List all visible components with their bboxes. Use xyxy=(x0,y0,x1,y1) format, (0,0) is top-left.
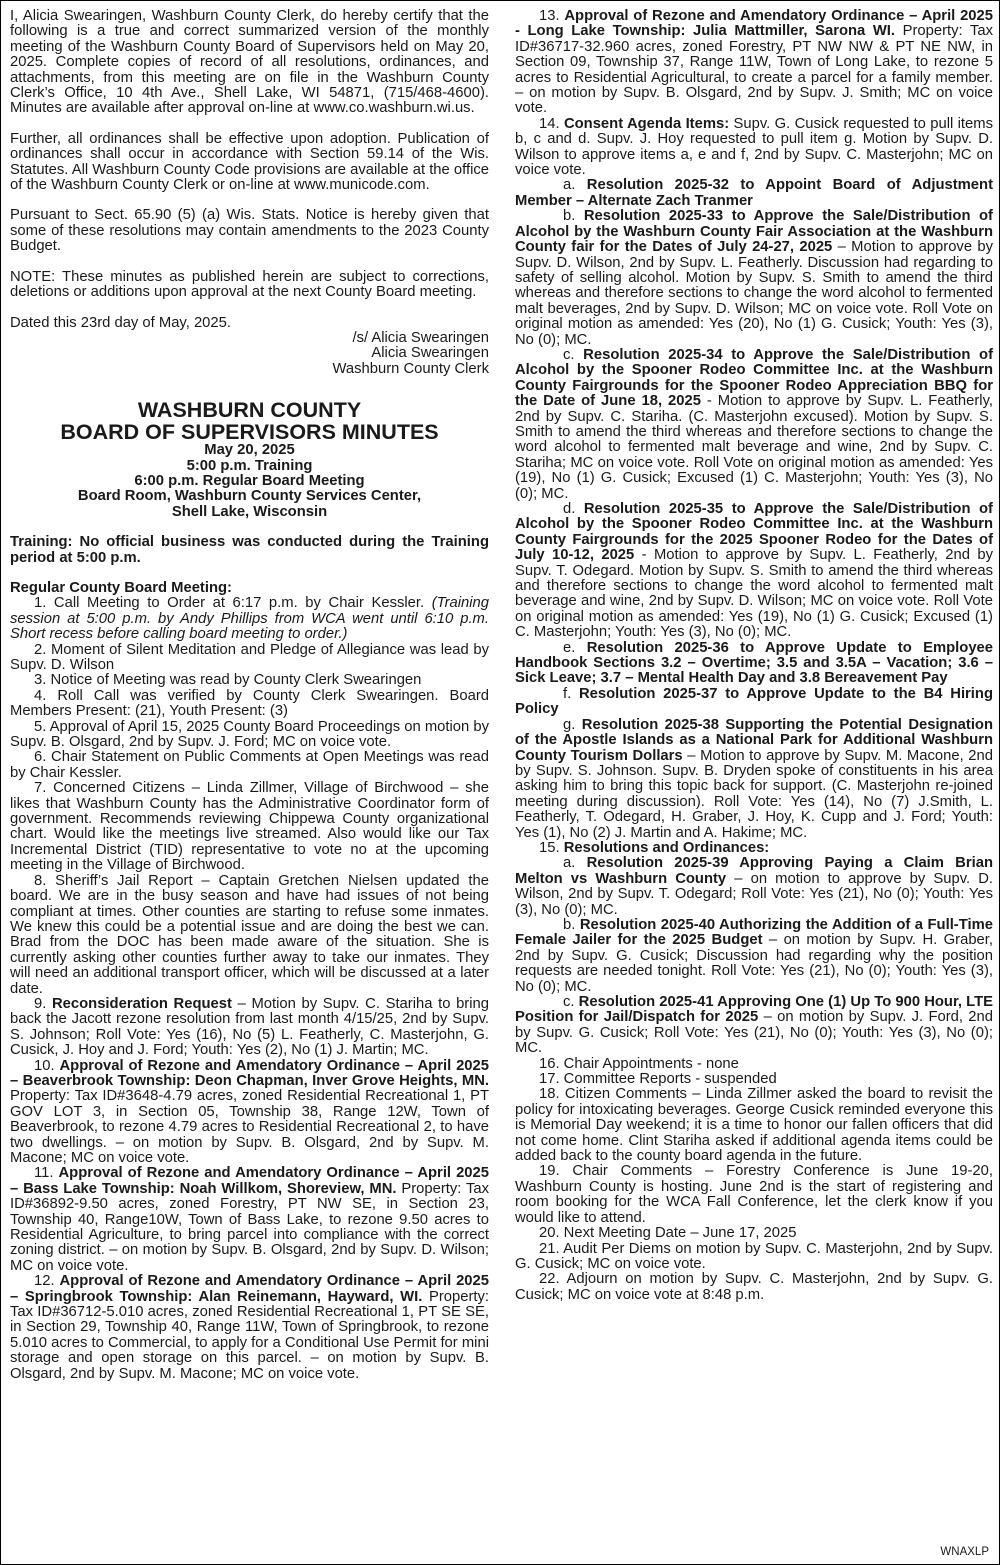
signer-title: Washburn County Clerk xyxy=(332,360,489,377)
item-19: 19. Chair Comments – Forestry Conference is June 19-20, Washburn County is hosting. June 2nd is the start of registering and room booking for the WCA Fall Conference, let the clerk know if you would like to attend. xyxy=(515,1163,993,1226)
item-21: 21. Audit Per Diems on motion by Supv. C. Masterjohn, 2nd by Supv. G. Cusick; MC on voice vote. xyxy=(515,1240,993,1272)
item-14d: d. Resolution 2025-35 to Approve the Sale/Distribution of Alcohol by the Spooner Rodeo Committee Inc. at the Washburn County Fairgrounds for the 2025 Spooner Rodeo for the Dates of July 10-12, 2025 - Motion to approve by Supv. L. Featherly, 2nd by Supv. T. Odegard. Motion by Supv. S. Smith to amend the third whereas and therefore sections to change the word alcohol to fermented malt beverage and wine, 2nd by Supv. D. Wilson; MC on voice vote. Roll Vote on original motion as amended: Yes (19), No (1) G. Cusick; Excused (1) C. Masterjohn; Youth: Yes (3), No (0); MC. xyxy=(515,501,993,641)
item-14c: c. Resolution 2025-34 to Approve the Sale/Distribution of Alcohol by the Spooner Rodeo Committee Inc. at the Washburn County Fairgrounds for the Spooner Rodeo Appreciation BBQ for the Date of June 18, 2025 - Motion to approve by Supv. L. Featherly, 2nd by Supv. C. Stariha. (C. Masterjohn excused). Motion by Supv. S. Smith to amend the third whereas and therefore sections to change the word alcohol to fermented malt beverage and wine, 2nd by Supv. C. Stariha; MC on voice vote. Roll Vote on original motion as amended: Yes (19), No (1) G. Cusick; Excused (1) C. Masterjohn; Youth: Yes (3), No (0); MC. xyxy=(515,346,994,502)
item-15c: c. Resolution 2025-41 Approving One (1) Up To 900 Hour, LTE Position for Jail/Dispatch for 2025 – on motion by Supv. J. Ford, 2nd by Supv. G. Cusick; Roll Vote: Yes (21), No (0); Youth: Yes (3), No (0); MC. xyxy=(515,994,993,1057)
item-22: 22. Adjourn on motion by Supv. C. Masterjohn, 2nd by Supv. G. Cusick; MC on voice vote at 8:48 p.m. xyxy=(515,1271,993,1303)
item-10: 10. Approval of Rezone and Amendatory Ordinance – April 2025 – Beaverbrook Township: Deon Chapman, Inver Grove Heights, MN. Property: Tax ID#3648-4.79 acres, zoned Residential Recreational 1, PT GOV LOT 3, in Section 05, Township 38, Range 12W, Town of Beaverbrook, to rezone 4.79 acres to Residential Recreational 2, to have two dwellings. – on motion by Supv. B. Olsgard, 2nd by Supv. M. Macone; MC on voice vote. xyxy=(10,1057,489,1166)
item-8: 8. Sheriff’s Jail Report – Captain Gretchen Nielsen updated the board. We are in the busy season and have had issues of not being compliant at times. Other counties are starting to refuse some inmates. We knew this could be a potential issue and are doing the best we can. Brad from the DOC has been made aware of the situation. She is currently asking other counties further away to take our inmates. They will need an additional transport officer, which will be discussed at a later date. xyxy=(10,872,489,997)
signature-line: /s/ Alicia Swearingen xyxy=(352,329,489,346)
item-20: 20. Next Meeting Date – June 17, 2025 xyxy=(539,1225,797,1242)
right-column xyxy=(515,9,993,1303)
item-13: 13. Approval of Rezone and Amendatory Ordinance – April 2025 - Long Lake Township: Julia Mattmiller, Sarona WI. Property: Tax ID#36717-32.960 acres, zoned Forestry, PT NW NW & PT NE NW, in Section 09, Township 37, Range 11W, Town of Long Lake, to rezone 5 acres to Residential Agricultural, to create a parcel for a family member. – on motion by Supv. B. Olsgard, 2nd by Supv. J. Smith; MC on voice vote. xyxy=(515,8,993,117)
item-3: 3. Notice of Meeting was read by County Clerk Swearingen xyxy=(34,672,422,689)
item-7: 7. Concerned Citizens – Linda Zillmer, Village of Birchwood – she likes that Washburn County has the Administrative Coordinator form of government. Recommends reviewing Chippewa County organizational chart. Would like the meetings live streamed. Also would like our Tax Incremental District (TID) representative to vote no at the upcoming meeting in the Village of Birchwood. xyxy=(10,780,489,874)
meeting-date: May 20, 2025 xyxy=(204,442,295,459)
item-14f: f. Resolution 2025-37 to Approve Update to the B4 Hiring Policy xyxy=(515,685,993,718)
item-14g: g. Resolution 2025-38 Supporting the Potential Designation of the Apostle Islands as a National Park for Additional Washburn County Tourism Dollars – Motion to approve by Supv. M. Macone, 2nd by Supv. S. Johnson. Supv. B. Dryden spoke of constituents in his area asking him to bring this topic back for support. (C. Masterjohn re-joined meeting during discussion). Roll Vote: Yes (14), No (7) J.Smith, L. Featherly, T. Odegard, H. Graber, J. Hoy, K. Cupp and J. Ford; Youth: Yes (1), No (2) J. Martin and A. Hakime; MC. xyxy=(515,716,994,841)
location-line-2: Shell Lake, Wisconsin xyxy=(171,503,328,520)
item-15: 15. Resolutions and Ordinances: xyxy=(539,839,770,856)
item-11: 11. Approval of Rezone and Amendatory Ordinance – April 2025 – Bass Lake Township: Noah Willkom, Shoreview, MN. Property: Tax ID#36892-9.50 acres, zoned Forestry, PT NW SE, in Section 23, Township 40, Range10W, Town of Bass Lake, to rezone 9.50 acres to Residential Agriculture, to bring parcel into compliance with the correct zoning district. – on motion by Supv. B. Olsgard, 2nd by Supv. D. Wilson; MC on voice vote. xyxy=(10,1165,489,1274)
ordinance-effective-paragraph: Further, all ordinances shall be effective upon adoption. Publication of ordinances shall occur in accordance with Section 59.14 of the Wis. Statutes. All Washburn County Code provisions are available at the office of the Washburn County Clerk or on-line at www.municode.com. xyxy=(10,130,489,194)
training-note: Training: No official business was conducted during the Training period at 5:00 p.m. xyxy=(10,534,489,566)
item-15b: b. Resolution 2025-40 Authorizing the Addition of a Full-Time Female Jailer for the 2025 Budget – on motion by Supv. H. Graber, 2nd by Supv. G. Cusick; Discussion had regarding why the position requests are needed tonight. Roll Vote: Yes (21), No (0); Youth: Yes (3), No (0); MC. xyxy=(515,916,994,995)
item-14b: b. Resolution 2025-33 to Approve the Sale/Distribution of Alcohol by the Washburn County Fair Association at the Washburn County fair for the Dates of July 24-27, 2025 – Motion to approve by Supv. D. Wilson, 2nd by Supv. L. Featherly. Discussion had regarding to safety of selling alcohol. Motion by Supv. S. Smith to amend the third whereas and therefore sections to change the word alcohol to fermented malt beverages, 2nd by Supv. D. Wilson; MC on voice vote. Roll Vote on original motion as amended: Yes (20), No (1) G. Cusick; Youth: Yes (3), No (0); MC. xyxy=(515,208,994,348)
item-15a: a. Resolution 2025-39 Approving Paying a Claim Brian Melton vs Washburn County – on motion to approve by Supv. D. Wilson, 2nd by Supv. T. Odegard; Roll Vote: Yes (21), No (0); Youth: Yes (3), No (0); MC. xyxy=(515,855,994,918)
certification-paragraph: I, Alicia Swearingen, Washburn County Clerk, do hereby certify that the following is a true and correct summarized version of the monthly meeting of the Washburn County Board of Supervisors held on May 20, 2025. Complete copies of record of all resolutions, ordinances, and attachments, from this meeting are on file in the Washburn County Clerk’s Office, 10 4th Ave., Shell Lake, WI 54871, (715/468-4600). Minutes are available after approval on-line at www.co.washburn.wi.us. xyxy=(10,8,489,117)
item-14: 14. Consent Agenda Items: Supv. G. Cusick requested to pull items b, c and d. Supv. J. Hoy requested to pull item g. Motion by Supv. D. Wilson to approve items a, e and f, 2nd by Supv. C. Masterjohn; MC on voice vote. xyxy=(515,115,994,179)
publication-code: WNAXLP xyxy=(940,1546,989,1558)
item-12: 12. Approval of Rezone and Amendatory Ordinance – April 2025 – Springbrook Township: Alan Reinemann, Hayward, WI. Property: Tax ID#36712-5.010 acres, zoned Residential Recreational 1, PT SE SE, in Section 29, Township 40, Range 11W, Town of Springbrook, to rezone 5.010 acres to Commercial, to apply for a Conditional Use Permit for mini storage and open storage on this parcel. – on motion by Supv. B. Olsgard, 2nd by Supv. M. Macone; MC on voice vote. xyxy=(10,1273,489,1382)
item-2: 2. Moment of Silent Meditation and Pledge of Allegiance was lead by Supv. D. Wilson xyxy=(10,641,489,673)
item-14a: a. Resolution 2025-32 to Appoint Board of Adjustment Member – Alternate Zach Tranmer xyxy=(515,177,994,209)
title-line-1: WASHBURN COUNTY xyxy=(137,398,362,423)
item-9: 9. Reconsideration Request – Motion by Supv. C. Stariha to bring back the Jacott rezone resolution from last month 4/15/25, 2nd by Supv. S. Johnson; Roll Vote: Yes (16), No (5) L. Featherly, C. Masterjohn, G. Cusick, J. Hoy and J. Ford; Youth: Yes (2), No (1) J. Martin; MC. xyxy=(10,995,489,1059)
item-4: 4. Roll Call was verified by County Clerk Swearingen. Board Members Present: (21), Youth Present: (3) xyxy=(10,687,489,720)
item-18: 18. Citizen Comments – Linda Zillmer asked the board to revisit the policy for intoxicating beverages. George Cusick reminded everyone this is Memorial Day weekend; it is a time to honor our fallen officers that did not come home. Clint Stariha asked if additional agenda items could be added back to the county board agenda in the future. xyxy=(515,1086,993,1165)
regular-meeting-heading: Regular County Board Meeting: xyxy=(10,579,232,596)
item-16: 16. Chair Appointments - none xyxy=(539,1055,739,1072)
document-title xyxy=(10,399,489,443)
left-column xyxy=(10,9,489,1382)
item-14e: e. Resolution 2025-36 to Approve Update to Employee Handbook Sections 3.2 – Overtime; 3.5 and 3.5A – Vacation; 3.6 – Sick Leave; 3.7 – Mental Health Day and 3.8 Bereavement Pay xyxy=(515,639,994,687)
item-1: 1. Call Meeting to Order at 6:17 p.m. by Chair Kessler. (Training session at 5:00 p.m. by Andy Phillips from WCA went until 6:10 p.m. Short recess before calling board meeting to order.) xyxy=(10,595,489,643)
title-line-2: BOARD OF SUPERVISORS MINUTES xyxy=(60,420,439,445)
regular-meeting-time: 6:00 p.m. Regular Board Meeting xyxy=(134,472,365,489)
location-line-1: Board Room, Washburn County Services Center, xyxy=(77,488,422,505)
item-17: 17. Committee Reports - suspended xyxy=(539,1071,777,1088)
signer-name: Alicia Swearingen xyxy=(371,345,489,362)
item-5: 5. Approval of April 15, 2025 County Board Proceedings on motion by Supv. B. Olsgard, 2nd by Supv. J. Ford; MC on voice vote. xyxy=(10,718,489,751)
budget-notice-paragraph: Pursuant to Sect. 65.90 (5) (a) Wis. Stats. Notice is hereby given that some of these resolutions may contain amendments to the 2023 County Budget. xyxy=(10,207,489,255)
item-6: 6. Chair Statement on Public Comments at Open Meetings was read by Chair Kessler. xyxy=(10,749,489,781)
training-time: 5:00 p.m. Training xyxy=(186,457,313,474)
note-paragraph: NOTE: These minutes as published herein are subject to corrections, deletions or additions upon approval at the next County Board meeting. xyxy=(10,268,489,301)
dated-line: Dated this 23rd day of May, 2025. xyxy=(10,314,231,331)
